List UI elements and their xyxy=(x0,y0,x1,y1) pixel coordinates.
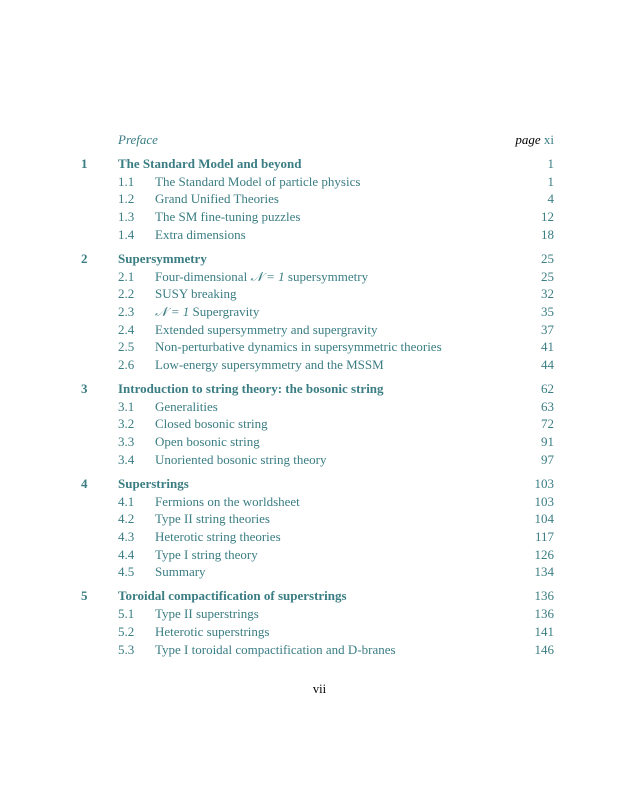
toc-section-2-4[interactable] xyxy=(0,321,639,339)
section-number: 3.1 xyxy=(118,398,135,414)
page-folio: vii xyxy=(312,682,327,696)
toc-section-4-3[interactable] xyxy=(0,528,639,546)
title-text: Supergravity xyxy=(189,303,260,319)
section-page: 72 xyxy=(541,416,554,432)
chapter-title: The Standard Model and beyond xyxy=(118,156,302,172)
section-number: 1.1 xyxy=(118,173,135,189)
chapter-title: Supersymmetry xyxy=(118,250,207,266)
section-title: Type II superstrings xyxy=(155,606,259,622)
section-title: Heterotic superstrings xyxy=(155,623,270,639)
section-number: 5.3 xyxy=(118,641,135,657)
section-title xyxy=(155,303,259,321)
section-number: 1.4 xyxy=(118,226,135,242)
section-number: 2.2 xyxy=(118,286,135,302)
section-number: 3.2 xyxy=(118,416,135,432)
chapter-page: 103 xyxy=(534,475,554,491)
section-number: 2.6 xyxy=(118,357,135,373)
section-number: 4.3 xyxy=(118,529,135,544)
toc-section-5-3[interactable] xyxy=(0,641,639,659)
section-number: 2.4 xyxy=(118,321,135,337)
toc-section-5-2[interactable] xyxy=(0,623,639,641)
toc-section-1-4[interactable] xyxy=(0,226,639,244)
toc-chapter-5[interactable] xyxy=(0,587,639,605)
section-page: 18 xyxy=(541,226,554,242)
section-title: Open bosonic string xyxy=(155,434,260,450)
toc-section-5-1[interactable] xyxy=(0,605,639,623)
toc-chapter-2[interactable] xyxy=(0,250,639,268)
section-page: 32 xyxy=(541,286,554,302)
section-title: Type I toroidal compactification and D-branes xyxy=(155,641,396,657)
toc-section-4-1[interactable] xyxy=(0,493,639,511)
section-page: 136 xyxy=(534,606,554,622)
section-title: Type II string theories xyxy=(155,511,270,527)
section-title: Extended supersymmetry and supergravity xyxy=(155,321,378,337)
chapter-number: 5 xyxy=(81,588,88,604)
toc-section-3-4[interactable] xyxy=(0,451,639,469)
section-number: 5.2 xyxy=(118,623,135,639)
section-title: The Standard Model of particle physics xyxy=(155,173,361,189)
section-title: Unoriented bosonic string theory xyxy=(155,451,327,467)
title-text: supersymmetry xyxy=(284,268,369,284)
toc-section-3-2[interactable] xyxy=(0,415,639,433)
chapter-page: 62 xyxy=(541,381,554,397)
toc-section-4-4[interactable] xyxy=(0,546,639,564)
chapter-page: 136 xyxy=(534,588,554,604)
title-text: Four-dimensional xyxy=(155,268,251,284)
section-number: 2.5 xyxy=(118,339,135,355)
chapter-title: Introduction to string theory: the bosonic string xyxy=(118,381,384,397)
math-n-equals-1: 𝒩 = 1 xyxy=(155,303,190,319)
chapter-number: 1 xyxy=(81,156,88,172)
toc-section-2-2[interactable] xyxy=(0,285,639,303)
chapter-number: 4 xyxy=(81,475,88,491)
section-title: Summary xyxy=(155,564,206,580)
section-page: 97 xyxy=(541,451,554,467)
page-word: page xyxy=(515,132,541,147)
toc-chapter-4[interactable] xyxy=(0,475,639,493)
section-page: 63 xyxy=(541,398,554,414)
table-of-contents xyxy=(0,131,639,658)
toc-section-1-2[interactable] xyxy=(0,190,639,208)
section-page: 103 xyxy=(534,493,554,509)
chapter-title: Superstrings xyxy=(118,475,189,491)
section-page: 134 xyxy=(534,564,554,580)
section-page: 25 xyxy=(541,268,554,284)
toc-section-3-3[interactable] xyxy=(0,433,639,451)
chapter-number: 3 xyxy=(81,381,88,397)
chapter-page: 1 xyxy=(547,156,554,172)
math-n-equals-1: 𝒩 = 1 xyxy=(250,268,285,284)
section-number: 4.2 xyxy=(118,511,135,527)
section-page: 37 xyxy=(541,321,554,337)
section-number: 2.1 xyxy=(118,268,135,284)
section-page: 44 xyxy=(541,357,554,373)
section-title: Heterotic string theories xyxy=(155,529,281,544)
section-number: 1.2 xyxy=(118,191,135,207)
section-title: Generalities xyxy=(155,398,218,414)
section-title: The SM fine-tuning puzzles xyxy=(155,209,301,225)
section-page: 12 xyxy=(541,209,554,225)
preface-title: Preface xyxy=(118,132,158,147)
chapter-page: 25 xyxy=(541,250,554,266)
section-page: 1 xyxy=(547,173,554,189)
section-number: 3.4 xyxy=(118,451,135,467)
toc-section-2-3[interactable] xyxy=(0,303,639,321)
preface-page-number: xi xyxy=(543,132,554,147)
section-page: 146 xyxy=(534,641,554,657)
chapter-title: Toroidal compactification of superstrings xyxy=(118,588,347,604)
toc-section-2-5[interactable] xyxy=(0,338,639,356)
toc-section-2-6[interactable] xyxy=(0,356,639,374)
toc-section-2-1[interactable] xyxy=(0,268,639,286)
section-title: Closed bosonic string xyxy=(155,416,268,432)
section-page: 126 xyxy=(534,546,554,562)
section-number: 4.1 xyxy=(118,493,135,509)
chapter-number: 2 xyxy=(81,250,88,266)
section-page: 91 xyxy=(541,434,554,450)
section-number: 3.3 xyxy=(118,434,135,450)
section-page: 141 xyxy=(534,623,554,639)
section-title: Fermions on the worldsheet xyxy=(155,493,300,509)
section-title: Extra dimensions xyxy=(155,226,246,242)
section-page: 41 xyxy=(541,339,554,355)
toc-section-4-2[interactable] xyxy=(0,510,639,528)
toc-chapter-3[interactable] xyxy=(0,380,639,398)
section-page: 35 xyxy=(541,303,554,319)
toc-chapter-1[interactable] xyxy=(0,155,639,173)
section-number: 2.3 xyxy=(118,303,135,319)
section-page: 4 xyxy=(547,191,554,207)
section-title: Grand Unified Theories xyxy=(155,191,279,207)
toc-section-1-3[interactable] xyxy=(0,208,639,226)
section-title: Non-perturbative dynamics in supersymmetric theories xyxy=(155,339,442,355)
section-title: Low-energy supersymmetry and the MSSM xyxy=(155,357,384,373)
preface-page xyxy=(515,131,554,149)
section-number: 4.4 xyxy=(118,546,135,562)
toc-preface-entry[interactable] xyxy=(0,131,639,149)
toc-section-1-1[interactable] xyxy=(0,173,639,191)
toc-section-3-1[interactable] xyxy=(0,398,639,416)
section-number: 1.3 xyxy=(118,209,135,225)
section-page: 104 xyxy=(534,511,554,527)
section-page: 117 xyxy=(534,529,554,544)
section-title: SUSY breaking xyxy=(155,286,237,302)
section-title: Type I string theory xyxy=(155,546,258,562)
section-title xyxy=(155,268,368,286)
toc-section-4-5[interactable] xyxy=(0,563,639,581)
section-number: 4.5 xyxy=(118,564,135,580)
section-number: 5.1 xyxy=(118,606,135,622)
